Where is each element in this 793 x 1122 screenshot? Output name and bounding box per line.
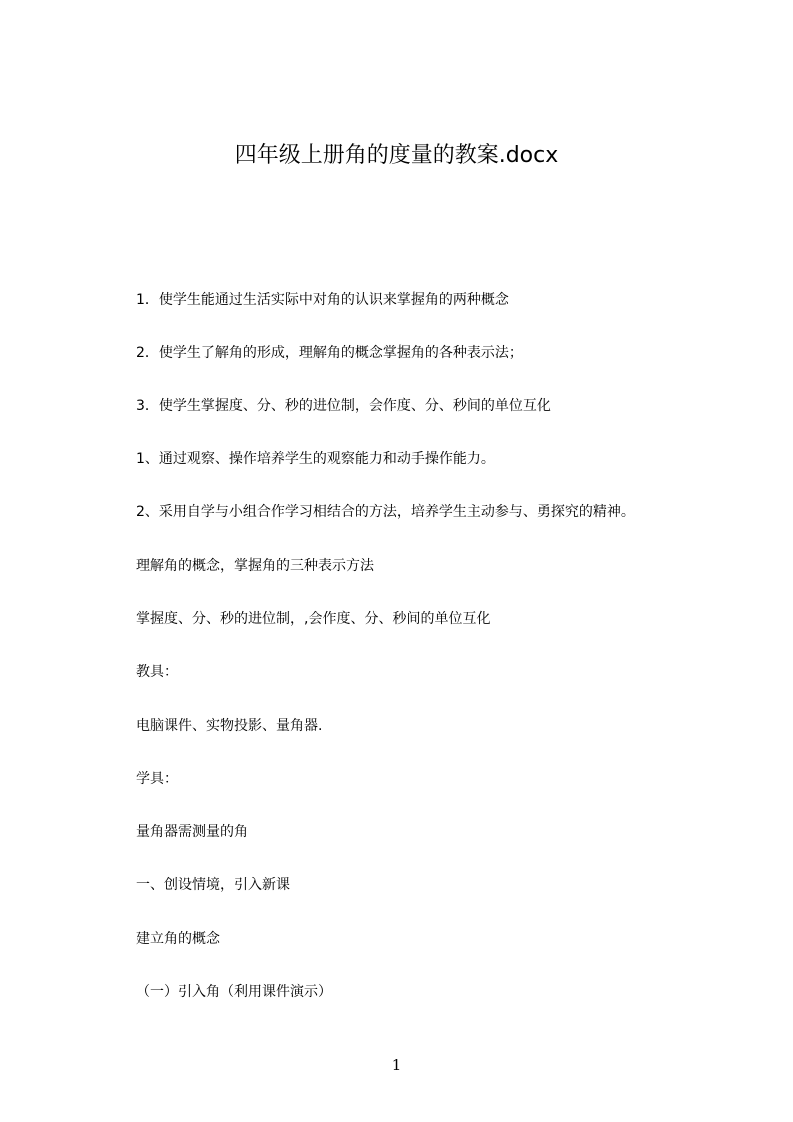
page-number: 1	[391, 1056, 402, 1074]
paragraph-learning-aids: 量角器需测量的角	[136, 824, 248, 840]
paragraph-subsection: 建立角的概念	[136, 931, 220, 947]
paragraph-intro-angle: （一）引入角（利用课件演示）	[136, 984, 332, 1000]
paragraph-teaching-aids: 电脑课件、实物投影、量角器.	[136, 718, 323, 734]
paragraph-key-point: 理解角的概念，掌握角的三种表示方法	[136, 558, 374, 574]
paragraph-ability-2: 2、采用自学与小组合作学习相结合的方法，培养学生主动参与、勇探究的精神。	[136, 504, 635, 520]
paragraph-difficulty: 掌握度、分、秒的进位制，,会作度、分、秒间的单位互化	[136, 611, 491, 627]
paragraph-section-heading: 一、创设情境，引入新课	[136, 877, 290, 893]
document-title: 四年级上册角的度量的教案.docx	[234, 143, 559, 168]
paragraph-objective-3: 3．使学生掌握度、分、秒的进位制，会作度、分、秒间的单位互化	[136, 398, 551, 414]
paragraph-objective-1: 1．使学生能通过生活实际中对角的认识来掌握角的两种概念	[136, 292, 509, 308]
paragraph-ability-1: 1、通过观察、操作培养学生的观察能力和动手操作能力。	[136, 451, 495, 467]
paragraph-learning-aids-heading: 学具：	[136, 771, 178, 787]
paragraph-teaching-aids-heading: 教具：	[136, 664, 178, 680]
paragraph-objective-2: 2．使学生了解角的形成，理解角的概念掌握角的各种表示法；	[136, 345, 523, 361]
